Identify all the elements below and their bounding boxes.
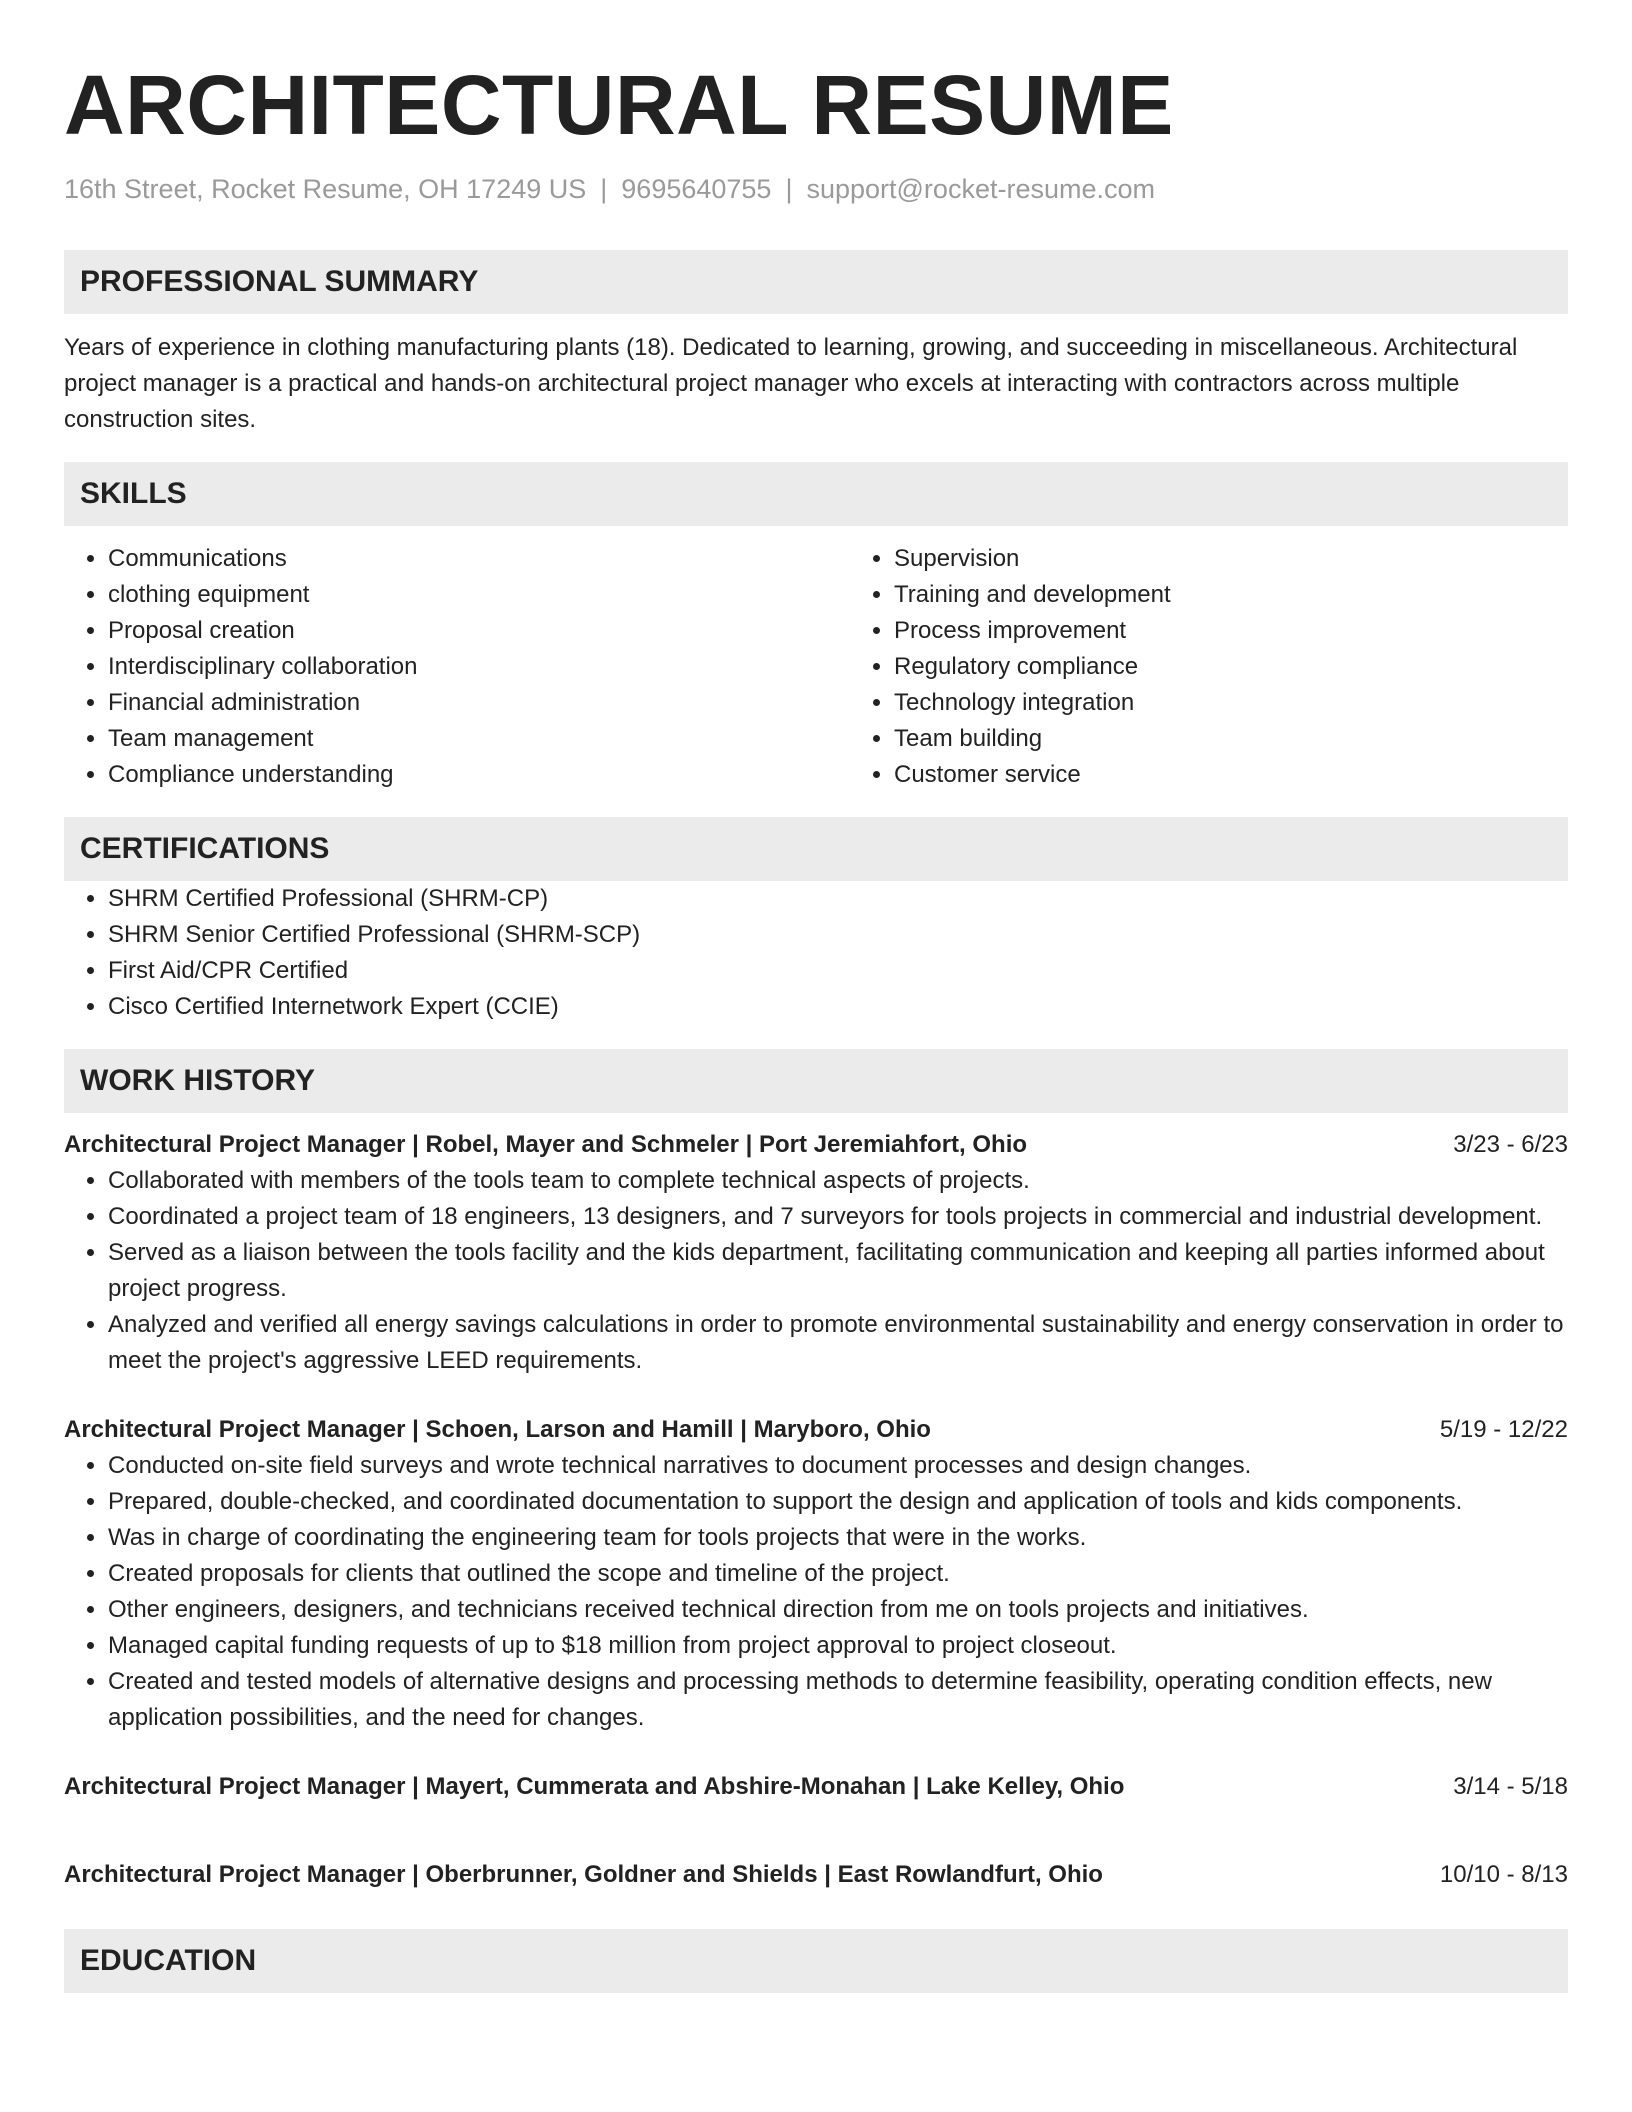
skill-item: • Interdisciplinary collaboration	[108, 649, 850, 685]
skill-item: • Financial administration	[108, 685, 850, 721]
contact-separator: |	[785, 174, 793, 204]
job-bullets	[64, 1448, 1568, 1736]
skills-left-column	[64, 541, 850, 793]
section-header-work-history: WORK HISTORY	[64, 1049, 1568, 1113]
job-bullet: • Analyzed and verified all energy savings calculations in order to promote environmental sustainability and energy conservation in order to meet the project's aggressive LEED requirements.	[108, 1307, 1568, 1379]
job-bullet: • Coordinated a project team of 18 engineers, 13 designers, and 7 surveyors for tools projects in commercial and industrial development.	[108, 1199, 1568, 1235]
skill-item: • Team building	[894, 721, 1632, 757]
certification-item: • First Aid/CPR Certified	[108, 953, 1568, 989]
skill-item: • Regulatory compliance	[894, 649, 1632, 685]
job-header	[64, 1857, 1568, 1893]
skill-item: • Supervision	[894, 541, 1632, 577]
summary-text: Years of experience in clothing manufacturing plants (18). Dedicated to learning, growing, and succeeding in miscellaneous. Architectural project manager is a practical and hands-on architectural project manager who excels at interacting with contractors across multiple construction sites.	[64, 334, 1518, 433]
skill-item: • Technology integration	[894, 685, 1632, 721]
job-title: Architectural Project Manager | Schoen, Larson and Hamill | Maryboro, Ohio	[64, 1416, 931, 1443]
job-bullet: • Other engineers, designers, and technicians received technical direction from me on tools projects and initiatives.	[108, 1592, 1568, 1628]
contact-phone: 9695640755	[621, 174, 772, 204]
job-title: Architectural Project Manager | Mayert, Cummerata and Abshire-Monahan | Lake Kelley, Ohio	[64, 1773, 1125, 1800]
certifications-list	[64, 881, 1568, 1025]
job-dates: 3/14 - 5/18	[1453, 1773, 1568, 1800]
job-dates: 5/19 - 12/22	[1439, 1416, 1568, 1443]
section-header-skills: SKILLS	[64, 462, 1568, 526]
job-header	[64, 1127, 1568, 1163]
job-bullet: • Created and tested models of alternative designs and processing methods to determine feasibility, operating condition effects, new application possibilities, and the need for changes.	[108, 1664, 1568, 1736]
skills-grid	[64, 541, 1568, 793]
contact-email: support@rocket-resume.com	[806, 174, 1155, 204]
job-bullet: • Served as a liaison between the tools facility and the kids department, facilitating communication and keeping all parties informed about project progress.	[108, 1235, 1568, 1307]
job-header	[64, 1412, 1568, 1448]
job-bullet: • Created proposals for clients that outlined the scope and timeline of the project.	[108, 1556, 1568, 1592]
skill-item: • Training and development	[894, 577, 1632, 613]
skill-item: • Proposal creation	[108, 613, 850, 649]
job-bullet: • Prepared, double-checked, and coordinated documentation to support the design and application of tools and kids components.	[108, 1484, 1568, 1520]
job-entry	[64, 1127, 1568, 1379]
skills-right-column	[850, 541, 1632, 793]
job-entry	[64, 1769, 1568, 1805]
job-title: Architectural Project Manager | Robel, Mayer and Schmeler | Port Jeremiahfort, Ohio	[64, 1131, 1028, 1158]
skill-item: • clothing equipment	[108, 577, 850, 613]
job-bullet: • Was in charge of coordinating the engineering team for tools projects that were in the works.	[108, 1520, 1568, 1556]
job-bullet: • Conducted on-site field surveys and wrote technical narratives to document processes and design changes.	[108, 1448, 1568, 1484]
skill-item: • Communications	[108, 541, 850, 577]
certification-item: • Cisco Certified Internetwork Expert (CCIE)	[108, 989, 1568, 1025]
job-bullet: • Managed capital funding requests of up to $18 million from project approval to project closeout.	[108, 1628, 1568, 1664]
job-entry	[64, 1412, 1568, 1736]
job-bullet: • Collaborated with members of the tools team to complete technical aspects of projects.	[108, 1163, 1568, 1199]
contact-line	[64, 172, 1568, 206]
job-entry	[64, 1857, 1568, 1893]
contact-address: 16th Street, Rocket Resume, OH 17249 US	[64, 174, 587, 204]
section-header-certifications: CERTIFICATIONS	[64, 817, 1568, 881]
job-dates: 10/10 - 8/13	[1439, 1861, 1568, 1888]
certification-item: • SHRM Senior Certified Professional (SHRM-SCP)	[108, 917, 1568, 953]
skill-item: • Process improvement	[894, 613, 1632, 649]
resume-title: ARCHITECTURAL RESUME	[64, 58, 1174, 152]
contact-separator: |	[600, 174, 608, 204]
job-dates: 3/23 - 6/23	[1453, 1131, 1568, 1158]
section-header-summary: PROFESSIONAL SUMMARY	[64, 250, 1568, 314]
job-title: Architectural Project Manager | Oberbrunner, Goldner and Shields | East Rowlandfurt, Ohio	[64, 1861, 1103, 1888]
job-bullets	[64, 1163, 1568, 1379]
skill-item: • Team management	[108, 721, 850, 757]
skill-item: • Customer service	[894, 757, 1632, 793]
skill-item: • Compliance understanding	[108, 757, 850, 793]
section-header-education: EDUCATION	[64, 1929, 1568, 1993]
certification-item: • SHRM Certified Professional (SHRM-CP)	[108, 881, 1568, 917]
job-header	[64, 1769, 1568, 1805]
